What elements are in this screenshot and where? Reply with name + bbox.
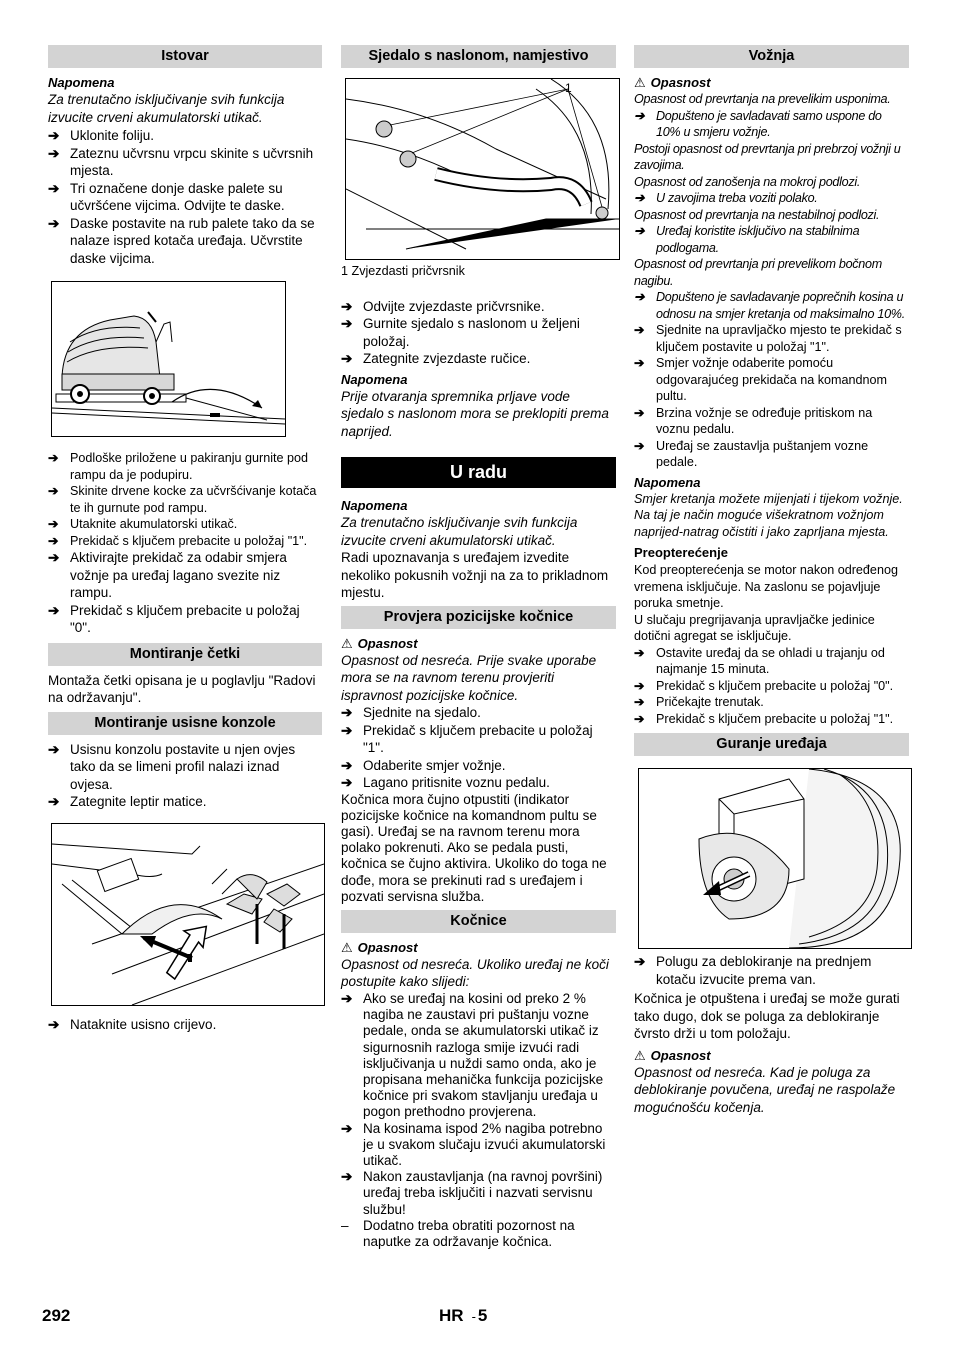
release-lever-figure — [638, 768, 912, 949]
column-3 — [634, 45, 909, 1116]
guranje-text: Kočnica je otpuštena i uređaj se može gurati tako dugo, dok se poluga za deblokiranje čvrsto drži u tom položaju. — [634, 991, 900, 1041]
warning-label: ⚠ Opasnost — [634, 75, 711, 90]
section-heading-guranje: Guranje uređaja — [634, 733, 909, 756]
list-item: – Dodatno treba obratiti pozornost na naputke za održavanje kočnica. — [341, 1217, 575, 1249]
list-item: ➔ Nataknite usisno crijevo. — [48, 1016, 217, 1032]
list-item: ➔ Odvijte zvjezdaste pričvrsnike. — [341, 298, 545, 314]
sjedalo-steps — [341, 298, 616, 368]
warning-text: Opasnost od prevrtanja na prevelikim usponima. — [634, 92, 891, 106]
provjera-text: Kočnica mora čujno otpustiti (indikator pozicijske kočnice na komandnom pultu se gasi). Uređaj se na ravnom terenu mora polako pokrenuti. Ako se pedala pusti, kočnica se čujno aktivira. Ukoliko do toga ne dođe, mora se prekinuti rad s uređajem i pozvati servisna služba. — [341, 791, 607, 904]
list-item: ➔ Ostavite uređaj da se ohladi u trajanju od najmanje 15 minuta. — [634, 645, 885, 676]
list-item: ➔ Dopušteno je savladavati samo uspone do 10% u smjeru vožnje. — [634, 108, 882, 139]
column-1 — [48, 45, 322, 1033]
page-number: 292 — [42, 1306, 71, 1325]
kocnice-steps — [341, 991, 616, 1250]
warning-text: Postoji opasnost od prevrtanja pri prebrzoj vožnji u zavojima. — [634, 141, 901, 172]
warning-triangle-icon: ⚠ — [634, 1047, 646, 1063]
list-item: ➔ Polugu za deblokiranje na prednjem kotaču izvucite prema van. — [634, 954, 872, 987]
list-item: ➔ Prekidač s ključem prebacite u položaj "0". — [48, 602, 300, 635]
list-item: ➔ Sjednite na upravljačko mjesto te prekidač s ključem postavite u položaj "1". — [634, 323, 902, 354]
list-item: ➔ U zavojima treba voziti polako. — [634, 191, 818, 205]
voznja-steps — [634, 322, 909, 471]
overload-heading: Preopterećenje — [634, 545, 728, 560]
ramp-steps — [48, 450, 322, 549]
section-number: 5 — [477, 1306, 488, 1325]
list-item: ➔ Smjer vožnje odaberite pomoću odgovarajućeg prekidača na komandnom pultu. — [634, 356, 888, 403]
warning-text: Opasnost od zanošenja na mokroj podlozi. — [634, 174, 861, 189]
warning-triangle-icon: ⚠ — [634, 75, 646, 90]
note-text: Za trenutačno isključivanje svih funkcija izvucite crveni akumulatorski utikač. — [48, 92, 285, 125]
list-item: ➔ Lagano pritisnite voznu pedalu. — [341, 775, 550, 790]
overload-steps — [634, 645, 909, 728]
voznja-warnings — [634, 91, 909, 322]
warning-text: Opasnost od prevrtanja na nestabilnoj podlozi. — [634, 207, 880, 222]
list-item: ➔ Odaberite smjer vožnje. — [341, 757, 506, 773]
uradu-text: Radi upoznavanja s uređajem izvedite nekoliko pokusnih vožnji na za to prikladnom mjestu. — [341, 550, 609, 600]
list-item: ➔ Ako se uređaj na kosini od preko 2 % nagiba ne zaustavi pri puštanju vozne pedale, onda se akumulatorski utikač iz sigurnosnih razloga smije izvući radi isključivanja u nuždi samo onda, ako je propisana mehanička funkcija pozicijske kočnice pri svakom stavljanju uređaja u pogon prethodno provjerena. — [341, 990, 604, 1120]
list-item: ➔ Pričekajte trenutak. — [634, 695, 764, 709]
figure-callout: 1 — [565, 81, 572, 95]
note-label: Napomena — [341, 371, 408, 387]
konzola-steps — [48, 741, 322, 811]
seat-figure — [345, 78, 620, 260]
list-item: ➔ Podloške priložene u pakiranju gurnite pod rampu da je podupiru. — [48, 451, 309, 482]
warning-label: ⚠ Opasnost — [634, 1047, 711, 1063]
ramp-steps-2 — [48, 549, 322, 637]
list-item: ➔ Nakon zaustavljanja (na ravnoj površini) uređaj treba isključiti i nazvati servisnu službu! — [341, 1169, 603, 1217]
language-code: HR — [439, 1306, 464, 1325]
list-item: ➔ Na kosinama ispod 2% nagiba potrebno je u svakom slučaju izvući akumulatorski utikač. — [341, 1120, 606, 1168]
section-heading-konzola: Montiranje usisne konzole — [48, 712, 322, 735]
warning-label: ⚠ Opasnost — [341, 635, 418, 651]
note-label: Napomena — [48, 75, 115, 90]
konzola-steps-2 — [48, 1016, 322, 1034]
list-item: ➔ Zategnite zvjezdaste ručice. — [341, 351, 531, 366]
list-item: ➔ Dopušteno je savladavanje poprečnih kosina u odnosu na smjer kretanja od maksimalno 10%. — [634, 290, 905, 321]
list-item: ➔ Prekidač s ključem prebacite u položaj "1". — [634, 711, 894, 726]
list-item: ➔ Tri označene donje daske palete su učvršćene vijcima. Odvijte te daske. — [48, 180, 285, 213]
section-heading-istovar: Istovar — [48, 45, 322, 68]
warning-label: ⚠ Opasnost — [341, 939, 418, 955]
note-text: Za trenutačno isključivanje svih funkcija izvucite crveni akumulatorski utikač. — [341, 515, 578, 548]
list-item: ➔ Brzina vožnje se određuje pritiskom na voznu pedalu. — [634, 405, 873, 436]
warning-triangle-icon: ⚠ — [341, 635, 353, 651]
list-item: ➔ Zategnite leptir matice. — [48, 794, 207, 809]
list-item: ➔ Prekidač s ključem prebacite u položaj "1". — [341, 722, 593, 755]
list-item: ➔ Usisnu konzolu postavite u njen ovjes tako da se limeni profil nalazi iznad ovjesa. — [48, 741, 296, 792]
unloading-ramp-figure — [51, 281, 286, 437]
column-2 — [341, 45, 616, 1250]
list-item: ➔ Prekidač s ključem prebacite u položaj "0". — [634, 678, 894, 693]
chapter-heading-u-radu: U radu — [341, 457, 616, 488]
list-item: ➔ Skinite drvene kocke za učvršćivanje kotača te ih gurnute pod rampu. — [48, 484, 317, 515]
warning-text: Opasnost od prevrtanja pri prevelikom bočnom nagibu. — [634, 257, 882, 288]
warning-text: Opasnost od nesreća. Ukoliko uređaj ne koči postupite kako slijedi: — [341, 956, 609, 990]
note-text: Smjer kretanja možete mijenjati i tijekom vožnje. Na taj je način moguće višekratnom vožnjom naprijed-natrag očistiti i jako zaprljana mjesta. — [634, 491, 903, 539]
cetki-text: Montaža četki opisana je u poglavlju "Radovi na održavanju". — [48, 672, 316, 705]
suction-bar-figure — [51, 823, 325, 1006]
list-item: ➔ Gurnite sjedalo s naslonom u željeni položaj. — [341, 316, 580, 349]
warning-triangle-icon: ⚠ — [341, 939, 353, 955]
list-item: ➔ Uklonite foliju. — [48, 128, 155, 143]
section-heading-provjera: Provjera pozicijske kočnice — [341, 606, 616, 629]
overload-text: U slučaju pregrijavanja upravljačke jedinice dotični agregat se isključuje. — [634, 612, 875, 643]
list-item: ➔ Prekidač s ključem prebacite u položaj "1". — [48, 533, 308, 548]
list-item: ➔ Daske postavite na rub palete tako da se nalaze ispred kotača uređaja. Učvrstite daske vijcima. — [48, 215, 315, 266]
overload-text: Kod preopterećenja se motor nakon određenog vremena isključuje. Na zaslonu se pojavljuje poruka smetnje. — [634, 563, 898, 610]
note-label: Napomena — [341, 498, 408, 513]
warning-text: Opasnost od nesreća. Prije svake uporabe mora se na ravnom terenu provjeriti ispravnost pozicijske kočnice. — [341, 652, 597, 703]
list-item: ➔ Uređaj koristite isključivo na stabilnima podlogama. — [634, 224, 860, 255]
page-footer-section: HR - 5 — [439, 1306, 488, 1325]
note-text: Prije otvaranja spremnika prljave vode sjedalo s naslonom mora se preklopiti prema naprijed. — [341, 388, 609, 439]
provjera-steps — [341, 704, 616, 792]
list-item: ➔ Zateznu učvrsnu vrpcu skinite s učvrsnih mjesta. — [48, 145, 314, 178]
section-heading-kocnice: Kočnice — [341, 910, 616, 933]
istovar-steps — [48, 127, 322, 267]
figure-caption: 1 Zvjezdasti pričvrsnik — [341, 264, 465, 278]
list-item: ➔ Aktivirajte prekidač za odabir smjera vožnje pa uređaj lagano svezite niz rampu. — [48, 550, 287, 600]
list-item: ➔ Utaknite akumulatorski utikač. — [48, 517, 238, 531]
note-label: Napomena — [634, 474, 701, 490]
warning-text: Opasnost od nesreća. Kad je poluga za deblokiranje povučena, uređaj ne raspolaže mogućnošću kočenja. — [634, 1064, 896, 1115]
list-item: ➔ Sjednite na sjedalo. — [341, 705, 481, 720]
list-item: ➔ Uređaj se zaustavlja puštanjem vozne pedale. — [634, 438, 869, 469]
section-heading-cetki: Montiranje četki — [48, 643, 322, 666]
section-heading-voznja: Vožnja — [634, 45, 909, 68]
section-heading-sjedalo: Sjedalo s naslonom, namjestivo — [341, 45, 616, 68]
guranje-steps — [634, 953, 909, 988]
